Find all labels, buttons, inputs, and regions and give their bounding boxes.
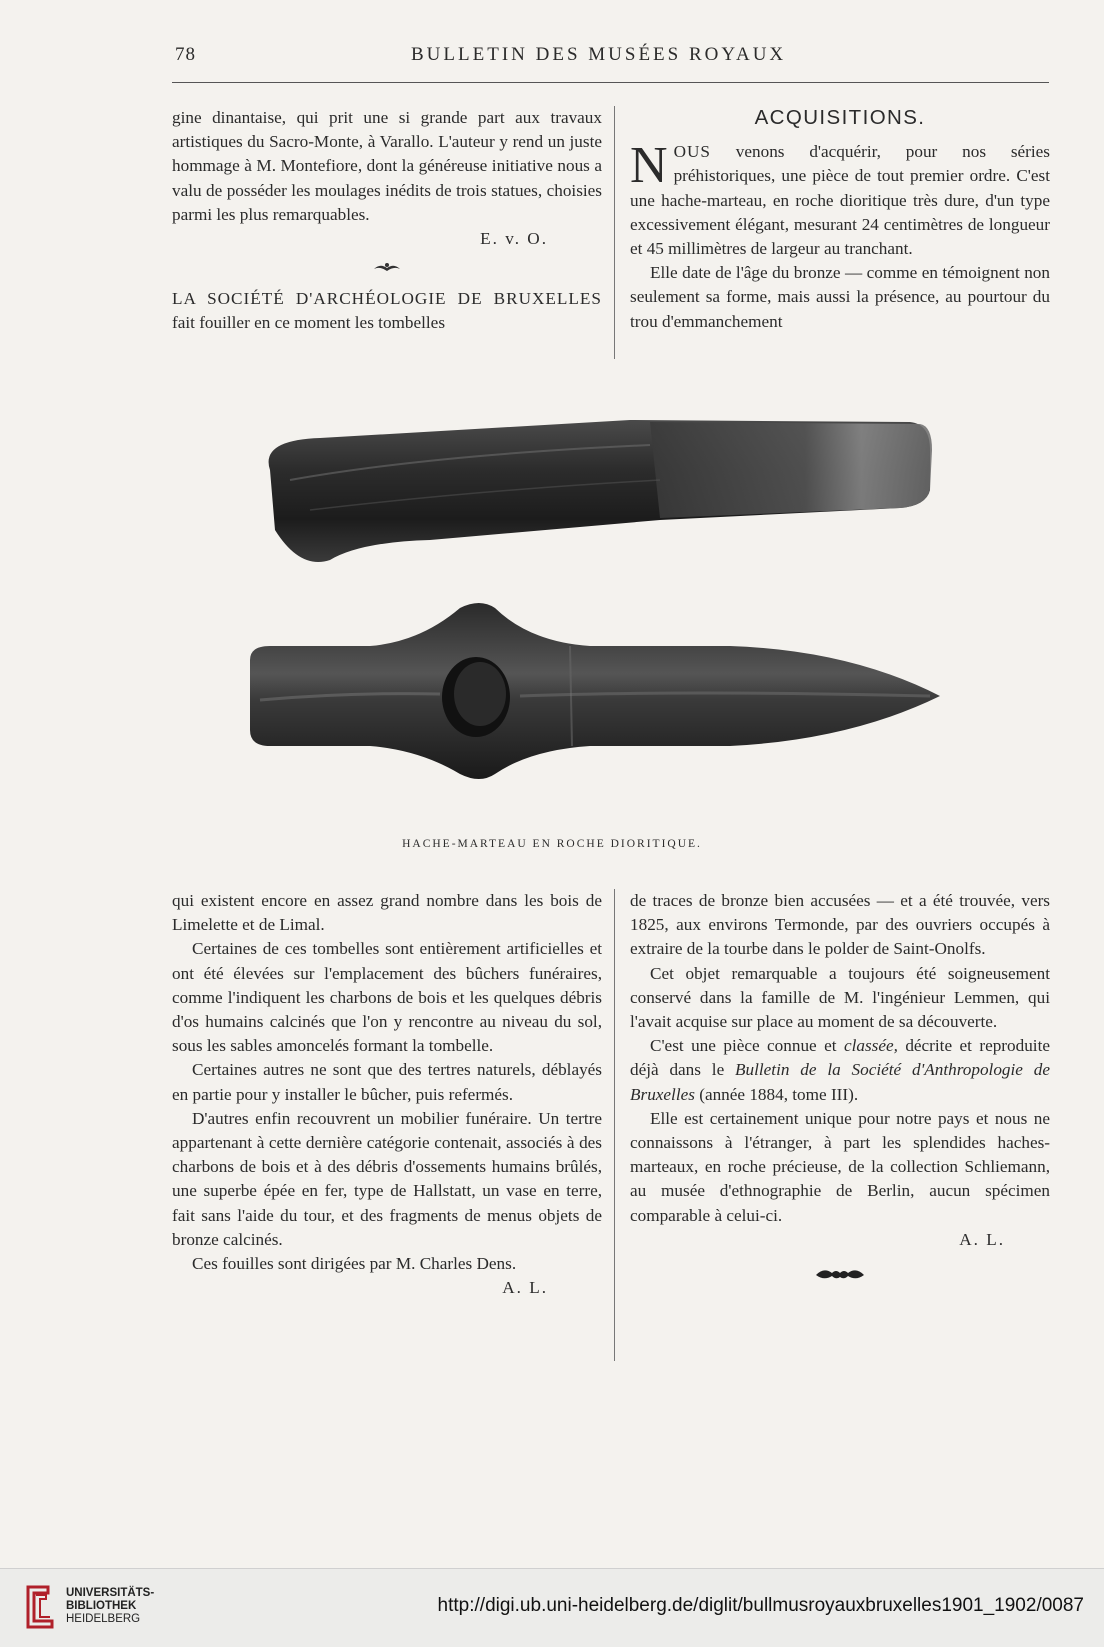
column-divider — [614, 106, 615, 359]
library-name[interactable] — [66, 1587, 154, 1626]
viewer-footer — [0, 1568, 1104, 1647]
paragraph: qui existent encore en assez grand nombre dans les bois de Limelette et de Limal. — [172, 891, 602, 935]
paragraph-text: décrite et reproduite déjà dans le — [630, 1036, 1050, 1080]
paragraph: Elle est certainement unique pour notre pays et nous ne connaissons à l'étranger, à part les splendides haches-marteaux, en roche précieuse, de la collection Schliemann, au musée d'ethnographie de Berlin, aucun spécimen comparable à celui-ci. — [630, 1108, 1050, 1225]
paragraph-text: C'est une pièce connue et — [650, 1036, 844, 1056]
right-column-top — [630, 106, 1050, 334]
journal-title: BULLETIN DES MUSÉES ROYAUX — [411, 44, 787, 65]
axe-top-view — [250, 603, 940, 779]
ornament-icon — [172, 257, 602, 283]
library-name-line: HEIDELBERG — [66, 1613, 141, 1625]
library-logo-icon[interactable] — [20, 1581, 60, 1633]
library-name-line: UNIVERSITÄTS- — [66, 1587, 155, 1599]
section-title: ACQUISITIONS. — [754, 106, 926, 129]
column-divider — [614, 889, 615, 1361]
figure-caption: HACHE-MARTEAU EN ROCHE DIORITIQUE. — [402, 838, 702, 850]
left-column-bottom — [172, 889, 602, 1300]
paragraph-text: fait fouiller en ce moment les tombelles — [172, 313, 446, 333]
ornament-icon — [630, 1266, 1050, 1292]
signature: A. L. — [959, 1229, 1005, 1249]
paragraph — [172, 287, 602, 335]
paragraph: Ces fouilles sont dirigées par M. Charles Dens. — [192, 1254, 517, 1274]
smallcaps-word: OUS — [673, 142, 711, 162]
signature: E. v. O. — [480, 229, 548, 249]
paragraph: Certaines autres ne sont que des tertres naturels, déblayés en partie pour y installer le bûcher, puis refermés. — [172, 1060, 602, 1104]
page-number: 78 — [175, 44, 196, 65]
permalink-url[interactable]: http://digi.ub.uni-heidelberg.de/diglit/bullmusroyauxbruxelles1901_1902/0087 — [437, 1595, 1084, 1616]
paragraph — [630, 1034, 1050, 1107]
axe-figure — [230, 410, 990, 830]
header-rule — [172, 82, 1049, 83]
journal-citation: Bulletin de la Société d'Anthropologie de Bruxelles — [630, 1060, 1050, 1104]
paragraph: Elle date de l'âge du bronze — comme en témoignent non seulement sa forme, mais aussi la présence, au pourtour du trou d'emmanchement — [630, 263, 1050, 331]
italic-word: classée, — [843, 1036, 898, 1056]
signature: A. L. — [502, 1278, 548, 1298]
axe-side-view — [269, 420, 932, 562]
paragraph: gine dinantaise, qui prit une si grande part aux travaux artistiques du Sacro-Monte, à Varallo. L'auteur y rend un juste hommage à M. Montefiore, dont la généreuse initiative nous a valu de posséder les moulages inédits de trois statues, choisies parmi les plus remarquables. — [172, 108, 602, 224]
paragraph — [630, 137, 1050, 261]
drop-cap: N — [630, 137, 668, 195]
society-heading: LA SOCIÉTÉ D'ARCHÉOLOGIE DE BRUXELLES — [172, 289, 602, 309]
right-column-bottom — [630, 889, 1050, 1296]
library-name-line: BIBLIOTHEK — [66, 1600, 137, 1612]
running-head — [175, 44, 1047, 74]
left-column-top — [172, 106, 602, 336]
paragraph: de traces de bronze bien accusées — et a été trouvée, vers 1825, aux environs Termonde, par des ouvriers occupés à extraire de la tourbe dans le polder de Saint-Onolfs. — [630, 891, 1050, 959]
paragraph: D'autres enfin recouvrent un mobilier funéraire. Un tertre appartenant à cette dernière catégorie contenait, associés à des charbons de bois et à des débris d'ossements humains brûlés, une superbe épée en fer, type de Hallstatt, un vase en terre, fait sans l'aide du tour, et des fragments de menus objets de bronze calcinés. — [172, 1108, 602, 1249]
paragraph-text: venons d'acquérir, pour nos séries préhistoriques, une pièce de tout premier ordre. C'est une hache-marteau, en roche dioritique très dure, d'un type excessivement élégant, mesurant 24 centimètres de longueur et 45 millimètres de largeur au tranchant. — [630, 142, 1050, 259]
paragraph-text: (année 1884, tome III). — [694, 1084, 859, 1104]
paragraph: Cet objet remarquable a toujours été soigneusement conservé dans la famille de M. l'ingénieur Lemmen, qui l'avait acquise sur place au moment de sa découverte. — [630, 963, 1050, 1032]
paragraph: Certaines de ces tombelles sont entièrement artificielles et ont été élevées sur l'emplacement des bûchers funéraires, comme l'indiquent les charbons de bois et les quelques débris d'os humains calcinés que l'on y rencontre au niveau du sol, sous les sables amoncelés formant la tombelle. — [172, 939, 602, 1056]
